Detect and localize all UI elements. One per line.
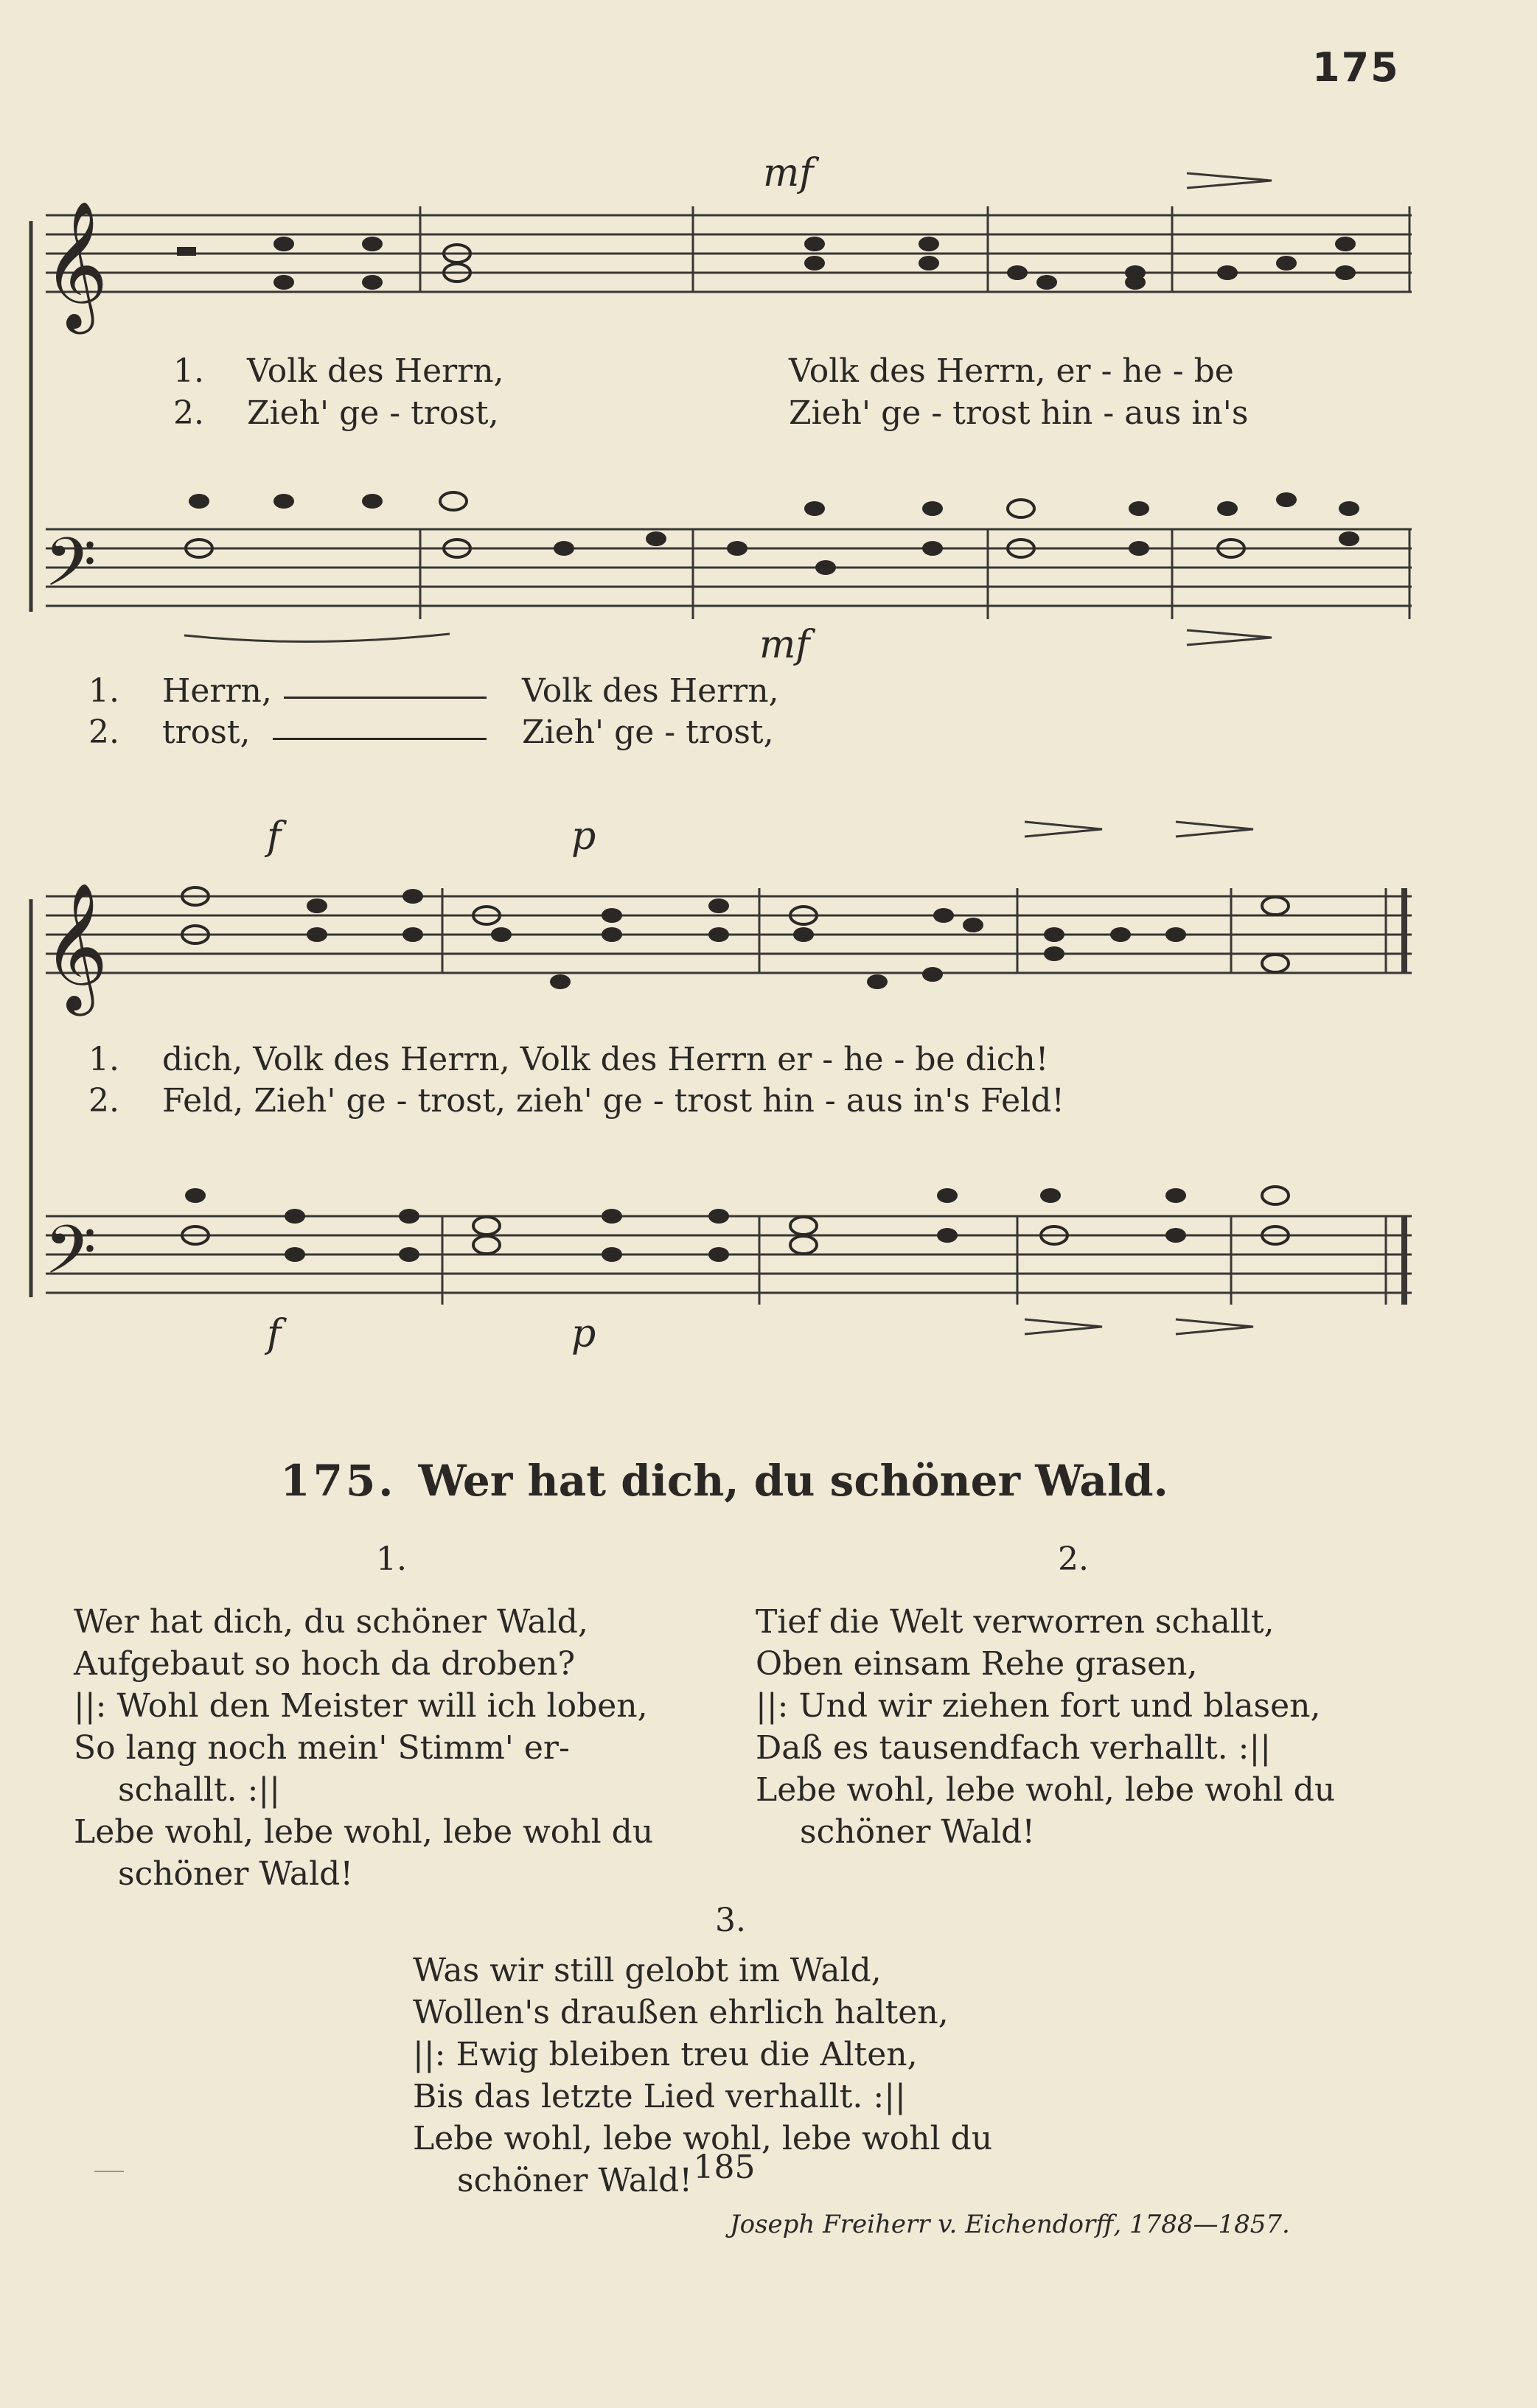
system1-lower-lyric-1 — [88, 672, 272, 710]
verse-line: ||: Und wir ziehen fort und blasen, — [756, 1687, 1321, 1725]
verse-line: Daß es tausendfach verhallt. :|| — [756, 1729, 1272, 1767]
dynamic-mf-upper: mf — [763, 151, 814, 195]
lyric-text: Herrn, — [162, 672, 272, 710]
verse-line: Lebe wohl, lebe wohl, lebe wohl du — [413, 2120, 993, 2157]
svg-text:𝄞: 𝄞 — [43, 882, 108, 1011]
song-title-text: Wer hat dich, du schöner Wald. — [418, 1456, 1168, 1506]
verse-line: Bis das letzte Lied verhallt. :|| — [413, 2078, 906, 2115]
author-credit: Joseph Freiherr v. Eichendorff, 1788—1857. — [730, 2210, 1290, 2239]
melisma-line-1 — [284, 697, 487, 699]
svg-text:𝄞: 𝄞 — [43, 200, 108, 329]
system1-upper-lyric-2 — [173, 394, 499, 432]
verse-line: schöner Wald! — [800, 1813, 1035, 1851]
lyric-verse-number: 1. — [88, 1041, 119, 1078]
lyric-text: Zieh' ge - trost, — [247, 394, 499, 432]
system1-upper-lyric-1 — [173, 352, 504, 390]
page-number-top: 175 — [1312, 44, 1400, 91]
system2-lyric-1 — [88, 1041, 1048, 1078]
verse-line: Wollen's draußen ehrlich halten, — [413, 1994, 949, 2031]
system1-lower-lyric-2b: Zieh' ge - trost, — [522, 713, 774, 751]
lyric-verse-number: 1. — [88, 672, 119, 710]
svg-text:𝄢: 𝄢 — [44, 523, 97, 618]
verse-line: So lang noch mein' Stimm' er- — [74, 1729, 570, 1767]
verse2-label: 2. — [1058, 1540, 1089, 1578]
lyric-verse-number: 2. — [88, 1082, 119, 1120]
svg-text:𝄢: 𝄢 — [44, 1211, 97, 1305]
system2-lyric-2 — [88, 1082, 1064, 1120]
system1-upper-lyric-2b: Zieh' ge - trost hin - aus in's — [789, 394, 1249, 432]
verse3-label: 3. — [715, 1902, 746, 1939]
verse-line: Lebe wohl, lebe wohl, lebe wohl du — [756, 1771, 1336, 1809]
system1-lower-lyric-2 — [88, 713, 250, 751]
verse-line: ||: Ewig bleiben treu die Alten, — [413, 2036, 918, 2073]
song-number: 175. — [280, 1456, 397, 1506]
verse-line: Tief die Welt verworren schallt, — [756, 1603, 1275, 1641]
system1-lower-lyric-1b: Volk des Herrn, — [522, 672, 779, 710]
system1-upper-lyric-1b: Volk des Herrn, er - he - be — [789, 352, 1234, 390]
song-title — [0, 1456, 1449, 1506]
melisma-line-2 — [273, 738, 487, 740]
dynamic-p-lower: p — [571, 1312, 596, 1356]
verse-line: schöner Wald! — [118, 1855, 353, 1893]
page-number-bottom: 185 — [693, 2149, 756, 2186]
lyric-text: trost, — [162, 713, 251, 751]
dynamic-p: p — [571, 814, 596, 859]
verse-line: Was wir still gelobt im Wald, — [413, 1952, 882, 1989]
verse-line: Wer hat dich, du schöner Wald, — [74, 1603, 588, 1641]
verse1-label: 1. — [376, 1540, 407, 1578]
lyric-verse-number: 2. — [173, 394, 204, 432]
verse1-text — [74, 1601, 653, 1895]
verse2-text — [756, 1601, 1335, 1853]
verse-line: schallt. :|| — [118, 1771, 281, 1809]
lyric-text: Feld, Zieh' ge - trost, zieh' ge - trost hin - aus in's Feld! — [162, 1082, 1065, 1120]
verse-line: Aufgebaut so hoch da droben? — [74, 1645, 576, 1683]
lyric-verse-number: 1. — [173, 352, 204, 390]
dynamic-mf-lower: mf — [759, 623, 810, 667]
verse-line: Oben einsam Rehe grasen, — [756, 1645, 1198, 1683]
dynamic-f-lower: f — [267, 1312, 282, 1356]
lyric-text: Volk des Herrn, — [247, 352, 504, 390]
lyric-verse-number: 2. — [88, 713, 119, 751]
verse-line: ||: Wohl den Meister will ich loben, — [74, 1687, 648, 1725]
verse-line: Lebe wohl, lebe wohl, lebe wohl du — [74, 1813, 654, 1851]
verse-line: schöner Wald! — [457, 2162, 692, 2199]
dynamic-f: f — [267, 814, 282, 859]
lyric-text: dich, Volk des Herrn, Volk des Herrn er - he - be dich! — [162, 1041, 1049, 1078]
